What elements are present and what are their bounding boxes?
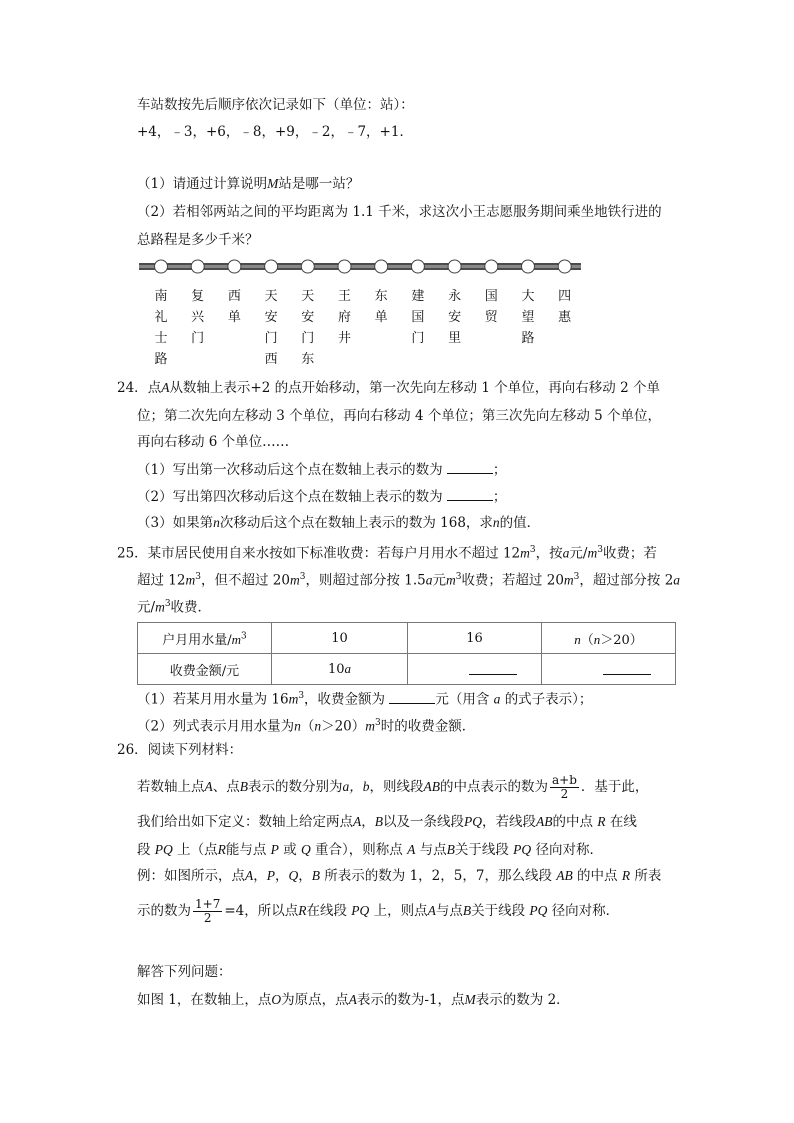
station-node	[375, 260, 388, 273]
q23-values: +4，﹣3，+6，﹣8，+9，﹣2，﹣7，+1．	[137, 124, 413, 140]
answer-blank	[389, 689, 435, 704]
table-cell: 10	[272, 623, 408, 654]
q25-line2: 超过 $12m^3$，但不超过 $20m^3$，则超过部分按 1.5a元$m^3$收费；若超过 $20m^3$，超过部分按 2a	[137, 572, 681, 589]
station-label	[151, 286, 171, 370]
station-char: 安	[448, 310, 462, 325]
fraction-example: $\frac{1+7}{2}$	[195, 897, 221, 925]
station-label	[445, 286, 465, 349]
table-cell	[408, 654, 542, 685]
station-char: 门	[411, 331, 425, 346]
q23-sub2-line2: 总路程是多少千米？	[137, 232, 259, 248]
q23-sub2-line1: （2）若相邻两站之间的平均距离为 1.1 千米，求这次小王志愿服务期间乘坐地铁行进的	[137, 204, 662, 220]
q25-line1: 25．某市居民使用自来水按如下标准收费：若每户月用水不超过 $12m^3$，按a元$/m^3$收费；若	[117, 545, 657, 562]
station-node	[265, 260, 278, 273]
table-cell: 10a	[272, 654, 408, 685]
q24-line2: 位；第二次先向左移动 3 个单位，再向右移动 4 个单位；第三次先向左移动 5 个单位，	[137, 408, 662, 424]
station-char: 路	[154, 352, 168, 367]
station-char: 四	[558, 289, 572, 304]
subway-line-diagram	[137, 256, 587, 278]
station-char: 礼	[154, 310, 168, 325]
table-cell: n（n＞20）	[542, 623, 676, 654]
q24-sub3: （3）如果第n次移动后这个点在数轴上表示的数为 168，求n的值．	[137, 515, 541, 531]
station-char: 王	[337, 289, 351, 304]
station-char: 单	[227, 310, 241, 325]
station-char: 门	[264, 331, 278, 346]
q24-line1: 24．点A从数轴上表示+2 的点开始移动，第一次先向左移动 1 个单位，再向右移动 2 个单	[117, 380, 660, 396]
station-char: 士	[154, 331, 168, 346]
station-char: 大	[521, 289, 535, 304]
table-row	[138, 623, 676, 654]
station-node	[448, 260, 461, 273]
station-char: 东	[301, 352, 315, 367]
station-label	[555, 286, 575, 328]
station-char: 天	[301, 289, 315, 304]
q26-para1: 若数轴上点A、点B表示的数分别为a，b，则线段AB的中点表示的数为 $\frac{a+b}{2}$ ．基于此，	[137, 773, 649, 801]
station-label	[481, 286, 501, 328]
q26-title: 26．阅读下列材料：	[117, 742, 243, 758]
station-label	[224, 286, 244, 328]
station-char: 井	[337, 331, 351, 346]
station-char: 国	[411, 310, 425, 325]
table-cell-header: 户月用水量$/m^3$	[138, 623, 272, 654]
q26-figure1-text: 如图 1，在数轴上，点O为原点，点A表示的数为-1，点M表示的数为 2．	[137, 992, 570, 1008]
station-char: 门	[301, 331, 315, 346]
station-char: 复	[191, 289, 205, 304]
station-node	[155, 260, 168, 273]
water-fee-table	[137, 622, 676, 685]
station-label	[371, 286, 391, 328]
answer-blank	[469, 660, 517, 675]
station-char: 惠	[558, 310, 572, 325]
station-node	[338, 260, 351, 273]
table-cell-header: 收费金额/元	[138, 654, 272, 685]
station-char: 建	[411, 289, 425, 304]
q26-para2: 我们给出如下定义：数轴上给定两点A，B以及一条线段PQ，若线段AB的中点 R 在线	[137, 814, 637, 830]
station-node	[522, 260, 535, 273]
station-char: 安	[264, 310, 278, 325]
station-char: 安	[301, 310, 315, 325]
station-label	[188, 286, 208, 349]
table-row	[138, 654, 676, 685]
q26-para3: 段 PQ 上（点R能与点 P 或 Q 重合），则称点 A 与点B关于线段 PQ 径向对称．	[137, 842, 603, 858]
station-label	[261, 286, 281, 370]
fraction-midpoint: $\frac{a+b}{2}$	[552, 773, 577, 801]
station-node	[228, 260, 241, 273]
station-label	[335, 286, 355, 349]
station-char: 里	[448, 331, 462, 346]
q26-para4: 例：如图所示，点A，P，Q，B 所表示的数为 1，2，5，7，那么线段 AB 的中点 R 所表	[137, 868, 662, 884]
station-label	[408, 286, 428, 349]
station-char: 贸	[484, 310, 498, 325]
answer-blank	[447, 459, 493, 474]
q24-sub1: （1）写出第一次移动后这个点在数轴上表示的数为 ；	[137, 459, 506, 480]
station-char: 路	[521, 331, 535, 346]
table-cell	[542, 654, 676, 685]
station-char: 永	[448, 289, 462, 304]
q24-line3: 再向右移动 6 个单位……	[137, 434, 290, 450]
station-node	[411, 260, 424, 273]
station-node	[301, 260, 314, 273]
station-char: 东	[374, 289, 388, 304]
q23-sub1: （1）请通过计算说明M站是哪一站？	[137, 176, 360, 192]
station-char: 南	[154, 289, 168, 304]
q25-sub2: （2）列式表示月用水量为$n(n>20)m^3$时的收费金额．	[137, 718, 476, 735]
station-char: 西	[264, 352, 278, 367]
table-cell: 16	[408, 623, 542, 654]
station-char: 望	[521, 310, 535, 325]
station-char: 门	[191, 331, 205, 346]
station-label	[518, 286, 538, 349]
q25-line3: 元$/m^3$收费．	[137, 599, 212, 616]
station-char: 国	[484, 289, 498, 304]
answer-blank	[447, 486, 493, 501]
station-char: 天	[264, 289, 278, 304]
answer-blank	[603, 660, 651, 675]
station-label	[298, 286, 318, 370]
q23-intro: 车站数按先后顺序依次记录如下（单位：站）：	[137, 97, 414, 113]
station-char: 单	[374, 310, 388, 325]
station-char: 兴	[191, 310, 205, 325]
q24-sub2: （2）写出第四次移动后这个点在数轴上表示的数为 ；	[137, 486, 506, 507]
station-char: 府	[337, 310, 351, 325]
q26-answer-title: 解答下列问题：	[137, 964, 232, 980]
station-node	[558, 260, 571, 273]
station-char: 西	[227, 289, 241, 304]
q26-para5: 示的数为 $\frac{1+7}{2}$ =4，所以点R在线段 PQ 上，则点A与点B关于线段 PQ 径向对称．	[137, 897, 620, 925]
station-node	[485, 260, 498, 273]
q25-sub1: （1）若某月用水量为 $16m^3$，收费金额为 元（用含 a 的式子表示）；	[137, 686, 592, 710]
station-node	[191, 260, 204, 273]
